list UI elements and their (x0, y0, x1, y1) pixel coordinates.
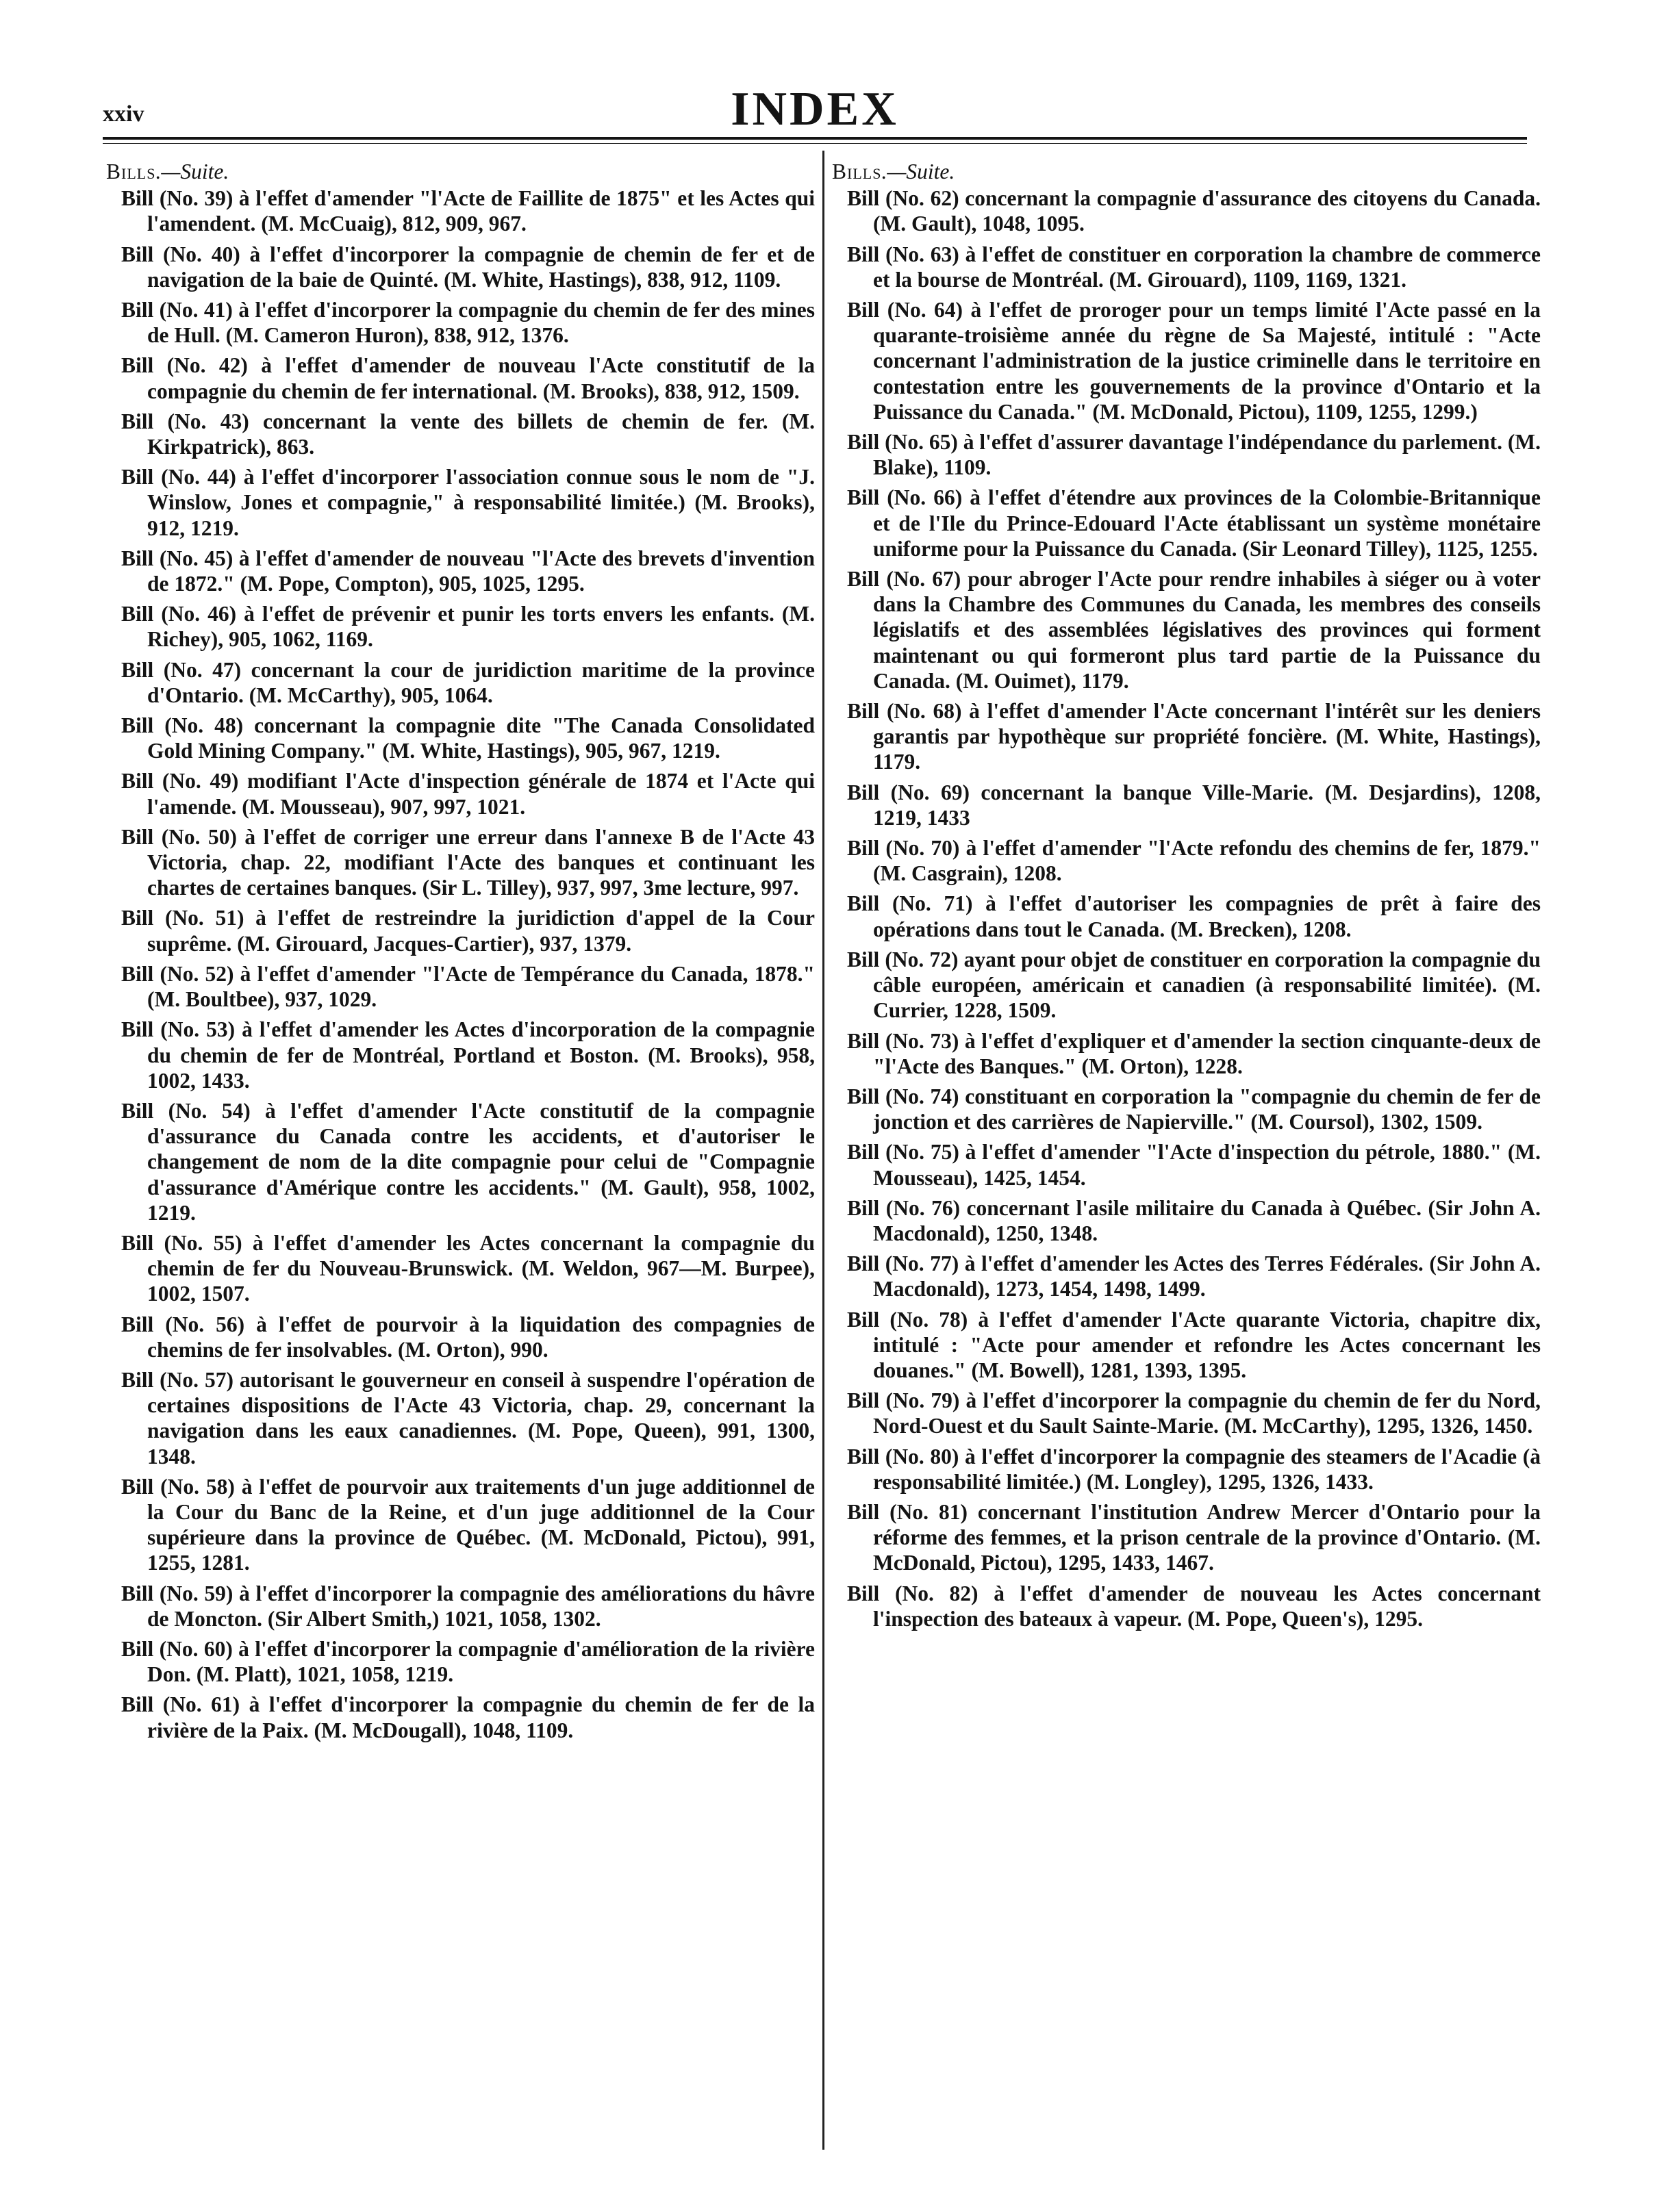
index-entry: Bill (No. 58) à l'effet de pourvoir aux traitements d'un juge additionnel de la Cour du Banc de la Reine, et d'un juge additionnel de la Cour supérieure dans la province de Québec. (M. McDonald, Pictou), 991, 1255, 1281. (121, 1474, 815, 1575)
index-entry: Bill (No. 47) concernant la cour de juridiction maritime de la province d'Ontario. (M. McCarthy), 905, 1064. (121, 657, 815, 707)
right-column (832, 159, 1541, 1636)
index-entry: Bill (No. 60) à l'effet d'incorporer la compagnie d'amélioration de la rivière Don. (M. Platt), 1021, 1058, 1219. (121, 1636, 815, 1687)
index-entry: Bill (No. 69) concernant la banque Ville-Marie. (M. Desjardins), 1208, 1219, 1433 (847, 780, 1541, 830)
index-entry: Bill (No. 76) concernant l'asile militaire du Canada à Québec. (Sir John A. Macdonald), 1250, 1348. (847, 1195, 1541, 1245)
index-entry: Bill (No. 78) à l'effet d'amender l'Acte quarante Victoria, chapitre dix, intitulé : "Acte pour amender et refondre les Actes concernant les douanes." (M. Bowell), 1281, 1393, 1395. (847, 1307, 1541, 1382)
index-entry: Bill (No. 73) à l'effet d'expliquer et d'amender la section cinquante-deux de "l'Acte des Banques." (M. Orton), 1228. (847, 1028, 1541, 1078)
index-entry: Bill (No. 59) à l'effet d'incorporer la compagnie des améliorations du hâvre de Moncton. (Sir Albert Smith,) 1021, 1058, 1302. (121, 1581, 815, 1631)
index-entry: Bill (No. 70) à l'effet d'amender "l'Acte refondu des chemins de fer, 1879." (M. Casgrain), 1208. (847, 836, 1541, 886)
index-entry: Bill (No. 81) concernant l'institution Andrew Mercer d'Ontario pour la réforme des femmes, et la prison centrale de la province d'Ontario. (M. McDonald, Pictou), 1295, 1433, 1467. (847, 1499, 1541, 1575)
page-header (103, 82, 1527, 137)
index-entry: Bill (No. 46) à l'effet de prévenir et punir les torts envers les enfants. (M. Richey), 905, 1062, 1169. (121, 602, 815, 652)
index-entry: Bill (No. 80) à l'effet d'incorporer la compagnie des steamers de l'Acadie (à responsabilité limitée.) (M. Longley), 1295, 1326, 1433. (847, 1444, 1541, 1494)
right-column-heading (832, 159, 1541, 184)
index-entry: Bill (No. 67) pour abroger l'Acte pour rendre inhabiles à siéger ou à voter dans la Chambre des Communes du Canada, les membres des conseils législatifs et des assemblées législatives des provinces qui forment maintenant ou qui formeront plus tard partie de la Puissance du Canada. (M. Ouimet), 1179. (847, 567, 1541, 693)
page-title: INDEX (731, 83, 899, 136)
index-entry: Bill (No. 79) à l'effet d'incorporer la compagnie du chemin de fer du Nord, Nord-Ouest et du Sault Sainte-Marie. (M. McCarthy), 1295, 1326, 1450. (847, 1388, 1541, 1438)
index-entry: Bill (No. 52) à l'effet d'amender "l'Acte de Tempérance du Canada, 1878." (M. Boultbee), 937, 1029. (121, 961, 815, 1012)
index-entry: Bill (No. 42) à l'effet d'amender de nouveau l'Acte constitutif de la compagnie du chemin de fer international. (M. Brooks), 838, 912, 1509. (121, 353, 815, 403)
index-entry: Bill (No. 49) modifiant l'Acte d'inspection générale de 1874 et l'Acte qui l'amende. (M. Mousseau), 907, 997, 1021. (121, 769, 815, 819)
index-entry: Bill (No. 55) à l'effet d'amender les Actes concernant la compagnie du chemin de fer du Nouveau-Brunswick. (M. Weldon, 967—M. Burpee), 1002, 1507. (121, 1230, 815, 1306)
left-column (106, 159, 815, 1748)
index-entry: Bill (No. 43) concernant la vente des billets de chemin de fer. (M. Kirkpatrick), 863. (121, 409, 815, 459)
left-column-heading (106, 159, 815, 184)
index-entry: Bill (No. 64) à l'effet de proroger pour un temps limité l'Acte passé en la quarante-troisième année du règne de Sa Majesté, intitulé : "Acte concernant l'administration de la justice criminelle dans le territoire en contestation entre les gouvernements de la province d'Ontario et la Puissance du Canada." (M. McDonald, Pictou), 1109, 1255, 1299.) (847, 298, 1541, 424)
index-entry: Bill (No. 57) autorisant le gouverneur en conseil à suspendre l'opération de certaines dispositions de l'Acte 43 Victoria, chap. 29, concernant la navigation dans les eaux canadiennes. (M. Pope, Queen), 991, 1300, 1348. (121, 1367, 815, 1469)
index-entry: Bill (No. 65) à l'effet d'assurer davantage l'indépendance du parlement. (M. Blake), 1109. (847, 430, 1541, 480)
left-heading-suffix: .—Suite. (155, 160, 229, 183)
header-rule-thin (103, 143, 1527, 144)
index-entry: Bill (No. 53) à l'effet d'amender les Actes d'incorporation de la compagnie du chemin de fer de Montréal, Portland et Boston. (M. Brooks), 958, 1002, 1433. (121, 1017, 815, 1093)
index-entry: Bill (No. 66) à l'effet d'étendre aux provinces de la Colombie-Britannique et de l'Ile du Prince-Edouard l'Acte établissant un système monétaire uniforme pour la Puissance du Canada. (Sir Leonard Tilley), 1125, 1255. (847, 485, 1541, 561)
index-entry: Bill (No. 41) à l'effet d'incorporer la compagnie du chemin de fer des mines de Hull. (M. Cameron Huron), 838, 912, 1376. (121, 298, 815, 348)
index-entry: Bill (No. 75) à l'effet d'amender "l'Acte d'inspection du pétrole, 1880." (M. Mousseau), 1425, 1454. (847, 1140, 1541, 1190)
index-entry: Bill (No. 39) à l'effet d'amender "l'Acte de Faillite de 1875" et les Actes qui l'amendent. (M. McCuaig), 812, 909, 967. (121, 186, 815, 236)
column-divider (822, 151, 824, 2150)
index-entry: Bill (No. 48) concernant la compagnie dite "The Canada Consolidated Gold Mining Company." (M. White, Hastings), 905, 967, 1219. (121, 713, 815, 763)
index-entry: Bill (No. 56) à l'effet de pourvoir à la liquidation des compagnies de chemins de fer insolvables. (M. Orton), 990. (121, 1312, 815, 1362)
index-entry: Bill (No. 51) à l'effet de restreindre la juridiction d'appel de la Cour suprême. (M. Girouard, Jacques-Cartier), 937, 1379. (121, 906, 815, 956)
index-entry: Bill (No. 62) concernant la compagnie d'assurance des citoyens du Canada. (M. Gault), 1048, 1095. (847, 186, 1541, 236)
index-entry: Bill (No. 54) à l'effet d'amender l'Acte constitutif de la compagnie d'assurance du Canada contre les accidents, et d'autoriser le changement de nom de la dite compagnie pour celui de "Compagnie d'assurance d'Amérique contre les accidents." (M. Gault), 958, 1002, 1219. (121, 1098, 815, 1225)
right-heading-main: Bills (832, 160, 882, 183)
index-entry: Bill (No. 82) à l'effet d'amender de nouveau les Actes concernant l'inspection des bateaux à vapeur. (M. Pope, Queen's), 1295. (847, 1581, 1541, 1631)
header-rule-thick (103, 137, 1527, 140)
index-entry: Bill (No. 77) à l'effet d'amender les Actes des Terres Fédérales. (Sir John A. Macdonald), 1273, 1454, 1498, 1499. (847, 1251, 1541, 1301)
index-entry: Bill (No. 74) constituant en corporation la "compagnie du chemin de fer de jonction et des carrières de Napierville." (M. Coursol), 1302, 1509. (847, 1084, 1541, 1134)
index-entry: Bill (No. 71) à l'effet d'autoriser les compagnies de prêt à faire des opérations dans tout le Canada. (M. Brecken), 1208. (847, 891, 1541, 941)
index-entry: Bill (No. 40) à l'effet d'incorporer la compagnie de chemin de fer et de navigation de la baie de Quinté. (M. White, Hastings), 838, 912, 1109. (121, 242, 815, 292)
index-entry: Bill (No. 68) à l'effet d'amender l'Acte concernant l'intérêt sur les deniers garantis par hypothèque sur propriété foncière. (M. White, Hastings), 1179. (847, 699, 1541, 774)
index-entry: Bill (No. 61) à l'effet d'incorporer la compagnie du chemin de fer de la rivière de la Paix. (M. McDougall), 1048, 1109. (121, 1692, 815, 1742)
index-entry: Bill (No. 63) à l'effet de constituer en corporation la chambre de commerce et la bourse de Montréal. (M. Girouard), 1109, 1169, 1321. (847, 242, 1541, 292)
left-heading-main: Bills (106, 160, 156, 183)
index-entry: Bill (No. 50) à l'effet de corriger une erreur dans l'annexe B de l'Acte 43 Victoria, chap. 22, modifiant l'Acte des banques et continuant les chartes de certaines banques. (Sir L. Tilley), 937, 997, 3me lecture, 997. (121, 824, 815, 900)
right-heading-suffix: .—Suite. (881, 160, 955, 183)
index-entry: Bill (No. 72) ayant pour objet de constituer en corporation la compagnie du câble européen, américain et canadien (à responsabilité limitée). (M. Currier, 1228, 1509. (847, 947, 1541, 1023)
page-number: xxiv (103, 101, 144, 127)
index-entry: Bill (No. 45) à l'effet d'amender de nouveau "l'Acte des brevets d'invention de 1872." (M. Pope, Compton), 905, 1025, 1295. (121, 546, 815, 596)
index-entry: Bill (No. 44) à l'effet d'incorporer l'association connue sous le nom de "J. Winslow, Jones et compagnie," à responsabilité limitée.) (M. Brooks), 912, 1219. (121, 465, 815, 540)
